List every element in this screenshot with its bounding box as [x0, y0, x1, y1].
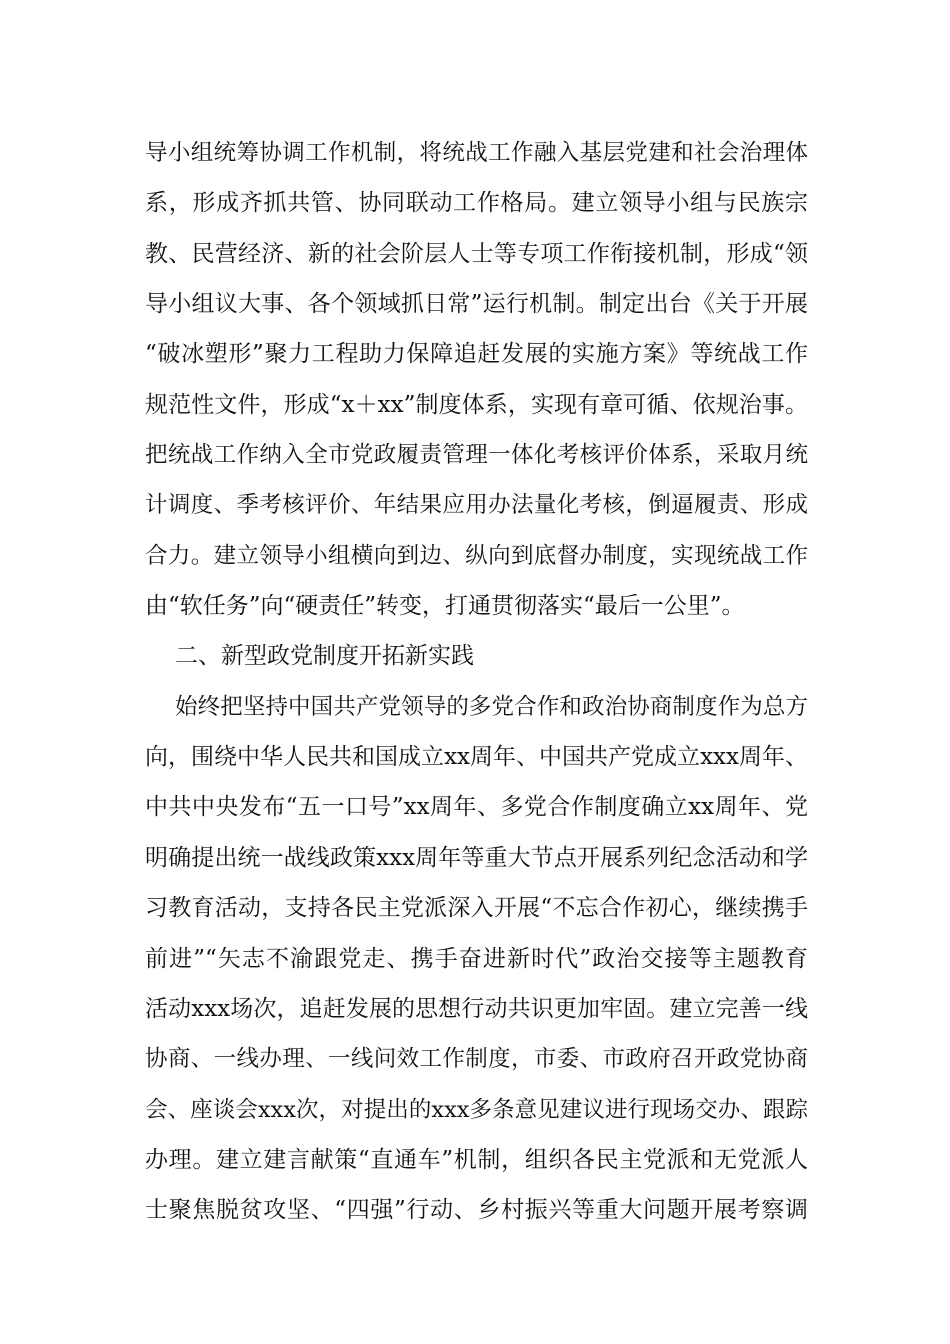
- paragraph-line: 会、座谈会xxx次，对提出的xxx多条意见建议进行现场交办、跟踪: [145, 1096, 808, 1123]
- paragraph-line: 计调度、季考核评价、年结果应用办法量化考核，倒逼履责、形成: [145, 492, 808, 519]
- paragraph-line: 中共中央发布“五一口号”xx周年、多党合作制度确立xx周年、党: [145, 794, 808, 821]
- paragraph-line: 习教育活动，支持各民主党派深入开展“不忘合作初心，继续携手: [145, 895, 808, 922]
- paragraph-line: 系，形成齐抓共管、协同联动工作格局。建立领导小组与民族宗: [145, 190, 808, 217]
- body-text: [145, 128, 808, 1236]
- paragraph-line: 规范性文件，形成“x＋xx”制度体系，实现有章可循、依规治事。: [145, 391, 808, 418]
- paragraph-line: 士聚焦脱贫攻坚、“四强”行动、乡村振兴等重大问题开展考察调: [145, 1197, 808, 1224]
- paragraph-line: 由“软任务”向“硬责任”转变，打通贯彻落实“最后一公里”。: [145, 593, 745, 620]
- paragraph-line: 协商、一线办理、一线问效工作制度，市委、市政府召开政党协商: [145, 1046, 808, 1073]
- paragraph-line: 导小组统筹协调工作机制，将统战工作融入基层党建和社会治理体: [145, 140, 808, 166]
- paragraph-line: 始终把坚持中国共产党领导的多党合作和政治协商制度作为总方: [175, 693, 808, 720]
- section-heading: 二、新型政党制度开拓新实践: [175, 643, 474, 670]
- paragraph-line: 办理。建立建言献策“直通车”机制，组织各民主党派和无党派人: [145, 1146, 808, 1173]
- paragraph-line: 把统战工作纳入全市党政履责管理一体化考核评价体系，采取月统: [145, 442, 808, 469]
- paragraph-line: 教、民营经济、新的社会阶层人士等专项工作衔接机制，形成“领: [145, 240, 808, 267]
- paragraph-line: 前进”“矢志不渝跟党走、携手奋进新时代”政治交接等主题教育: [145, 945, 808, 972]
- paragraph-line: 明确提出统一战线政策xxx周年等重大节点开展系列纪念活动和学: [145, 844, 808, 871]
- paragraph-line: 导小组议大事、各个领域抓日常”运行机制。制定出台《关于开展: [145, 291, 808, 318]
- paragraph-line: 合力。建立领导小组横向到边、纵向到底督办制度，实现统战工作: [145, 542, 808, 569]
- paragraph-line: 活动xxx场次，追赶发展的思想行动共识更加牢固。建立完善一线: [145, 995, 808, 1022]
- paragraph-line: “破冰塑形”聚力工程助力保障追赶发展的实施方案》等统战工作: [145, 341, 808, 368]
- paragraph-line: 向，围绕中华人民共和国成立xx周年、中国共产党成立xxx周年、: [145, 744, 808, 771]
